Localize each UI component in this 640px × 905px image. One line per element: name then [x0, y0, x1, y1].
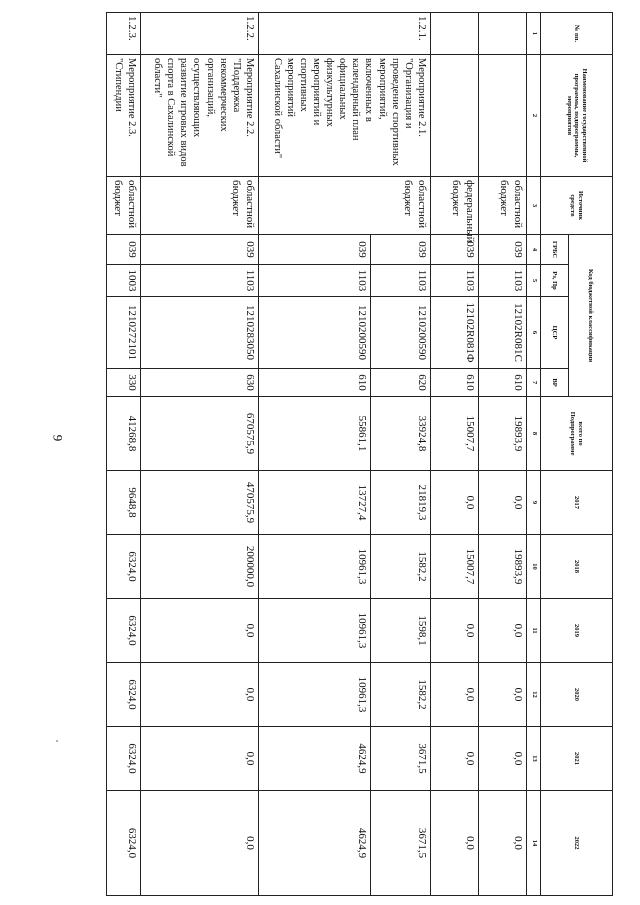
col-number: 5 [527, 265, 541, 297]
col-number: 10 [527, 535, 541, 599]
row-csr: 1210200590 [371, 297, 431, 369]
row-2020: 1582,2 [371, 663, 431, 727]
header-row-1 [569, 13, 613, 896]
table-row [371, 13, 431, 896]
row-vr: 330 [107, 369, 141, 397]
row-2021: 0,0 [479, 727, 527, 791]
row-csr: 1210283050 [141, 297, 259, 369]
row-2022: 0,0 [141, 791, 259, 896]
row-no [479, 13, 527, 55]
header-source: Источник средств [541, 177, 613, 235]
row-total: 15007,7 [431, 397, 479, 471]
header-2022: 2022 [541, 791, 613, 896]
row-2020: 10961,3 [259, 663, 371, 727]
row-2019: 0,0 [479, 599, 527, 663]
row-no: 1.2.3. [107, 13, 141, 55]
row-csr: 12102R081Ф [431, 297, 479, 369]
row-2019: 10961,3 [259, 599, 371, 663]
row-2020: 0,0 [431, 663, 479, 727]
row-csr: 12102R081С [479, 297, 527, 369]
row-name: Мероприятие 2.2. "Поддержка некоммерческих организаций, осуществляющих развитие игровых видов спорта в Сахалинской области" [141, 55, 259, 177]
row-2021: 6324,0 [107, 727, 141, 791]
row-2019: 6324,0 [107, 599, 141, 663]
header-2017: 2017 [541, 471, 613, 535]
row-csr: 1210272101 [107, 297, 141, 369]
row-2017: 0,0 [479, 471, 527, 535]
row-name: Мероприятие 2.1. "Организация и проведение спортивных мероприятий, включенных в календарный план официальных физкультурных мероприятий и спортивных мероприятий Сахалинской области" [259, 55, 431, 177]
row-2017: 21819,3 [371, 471, 431, 535]
row-name: Мероприятие 2.3. "Стипендии [107, 55, 141, 177]
row-2020: 6324,0 [107, 663, 141, 727]
row-vr: 620 [371, 369, 431, 397]
row-no [431, 13, 479, 55]
col-number: 14 [527, 791, 541, 896]
row-source: областной бюджет [107, 177, 141, 235]
row-2017: 470575,9 [141, 471, 259, 535]
row-2019: 0,0 [431, 599, 479, 663]
row-total: 19893,9 [479, 397, 527, 471]
budget-table [106, 12, 613, 896]
row-source: областной бюджет [479, 177, 527, 235]
row-rzpr: 1103 [141, 265, 259, 297]
table-row [141, 13, 259, 896]
row-no: 1.2.1. [259, 13, 431, 55]
rotated-table-wrapper [108, 12, 613, 895]
row-rzpr: 1003 [107, 265, 141, 297]
row-2020: 0,0 [141, 663, 259, 727]
row-2018: 200000,0 [141, 535, 259, 599]
row-2017: 13727,4 [259, 471, 371, 535]
col-number: 4 [527, 235, 541, 265]
header-2018: 2018 [541, 535, 613, 599]
row-2021: 0,0 [141, 727, 259, 791]
header-rzpr: Рз, Пр [541, 265, 569, 297]
header-2020: 2020 [541, 663, 613, 727]
row-grbs: 039 [141, 235, 259, 265]
row-rzpr: 1103 [259, 265, 371, 297]
row-total: 41268,8 [107, 397, 141, 471]
row-rzpr: 1103 [431, 265, 479, 297]
row-name [479, 55, 527, 177]
col-number: 3 [527, 177, 541, 235]
table-row [107, 13, 141, 896]
rotated-table-canvas [108, 12, 613, 895]
row-vr: 630 [141, 369, 259, 397]
row-rzpr: 1103 [371, 265, 431, 297]
column-number-row [527, 13, 541, 896]
header-csr: ЦСР [541, 297, 569, 369]
row-vr: 610 [431, 369, 479, 397]
header-grbs: ГРБС [541, 235, 569, 265]
header-no: № пп. [541, 13, 613, 55]
row-2020: 0,0 [479, 663, 527, 727]
row-2021: 4624,9 [259, 727, 371, 791]
row-2018: 1582,2 [371, 535, 431, 599]
row-grbs: 039 [259, 235, 371, 265]
row-2018: 15007,7 [431, 535, 479, 599]
page-number: 9 [50, 434, 66, 442]
row-2019: 1598,1 [371, 599, 431, 663]
row-source: областной бюджет [141, 177, 259, 235]
row-no: 1.2.2. [141, 13, 259, 55]
row-grbs: 039 [371, 235, 431, 265]
row-name [431, 55, 479, 177]
header-vr: ВР [541, 369, 569, 397]
col-number: 7 [527, 369, 541, 397]
header-total: всего по Подпрограмме [541, 397, 613, 471]
row-grbs: 039 [431, 235, 479, 265]
row-source: областной бюджет [259, 177, 431, 235]
col-number: 9 [527, 471, 541, 535]
header-2021: 2021 [541, 727, 613, 791]
col-number: 8 [527, 397, 541, 471]
row-2022: 6324,0 [107, 791, 141, 896]
row-2018: 19893,9 [479, 535, 527, 599]
col-number: 12 [527, 663, 541, 727]
header-2019: 2019 [541, 599, 613, 663]
table-row [479, 13, 527, 896]
row-total: 55861,1 [259, 397, 371, 471]
row-rzpr: 1103 [479, 265, 527, 297]
row-grbs: 039 [107, 235, 141, 265]
row-2022: 3671,5 [371, 791, 431, 896]
row-2018: 6324,0 [107, 535, 141, 599]
row-2021: 0,0 [431, 727, 479, 791]
row-2019: 0,0 [141, 599, 259, 663]
row-2022: 4624,9 [259, 791, 371, 896]
row-total: 33924,8 [371, 397, 431, 471]
col-number: 11 [527, 599, 541, 663]
col-number: 2 [527, 55, 541, 177]
table-row [431, 13, 479, 896]
row-csr: 1210200590 [259, 297, 371, 369]
row-source: федеральный бюджет [431, 177, 479, 235]
row-grbs: 039 [479, 235, 527, 265]
col-number: 6 [527, 297, 541, 369]
row-2017: 9648,8 [107, 471, 141, 535]
col-number: 1 [527, 13, 541, 55]
header-code-group: Код бюджетной классификации [569, 235, 613, 397]
row-2021: 3671,5 [371, 727, 431, 791]
row-vr: 610 [259, 369, 371, 397]
row-2018: 10961,3 [259, 535, 371, 599]
scan-speck [56, 740, 58, 742]
col-number: 13 [527, 727, 541, 791]
row-2022: 0,0 [431, 791, 479, 896]
row-vr: 610 [479, 369, 527, 397]
row-total: 670575,9 [141, 397, 259, 471]
header-name: Наименование государственной программы, подпрограммы, мероприятия [541, 55, 613, 177]
row-2022: 0,0 [479, 791, 527, 896]
row-2017: 0,0 [431, 471, 479, 535]
